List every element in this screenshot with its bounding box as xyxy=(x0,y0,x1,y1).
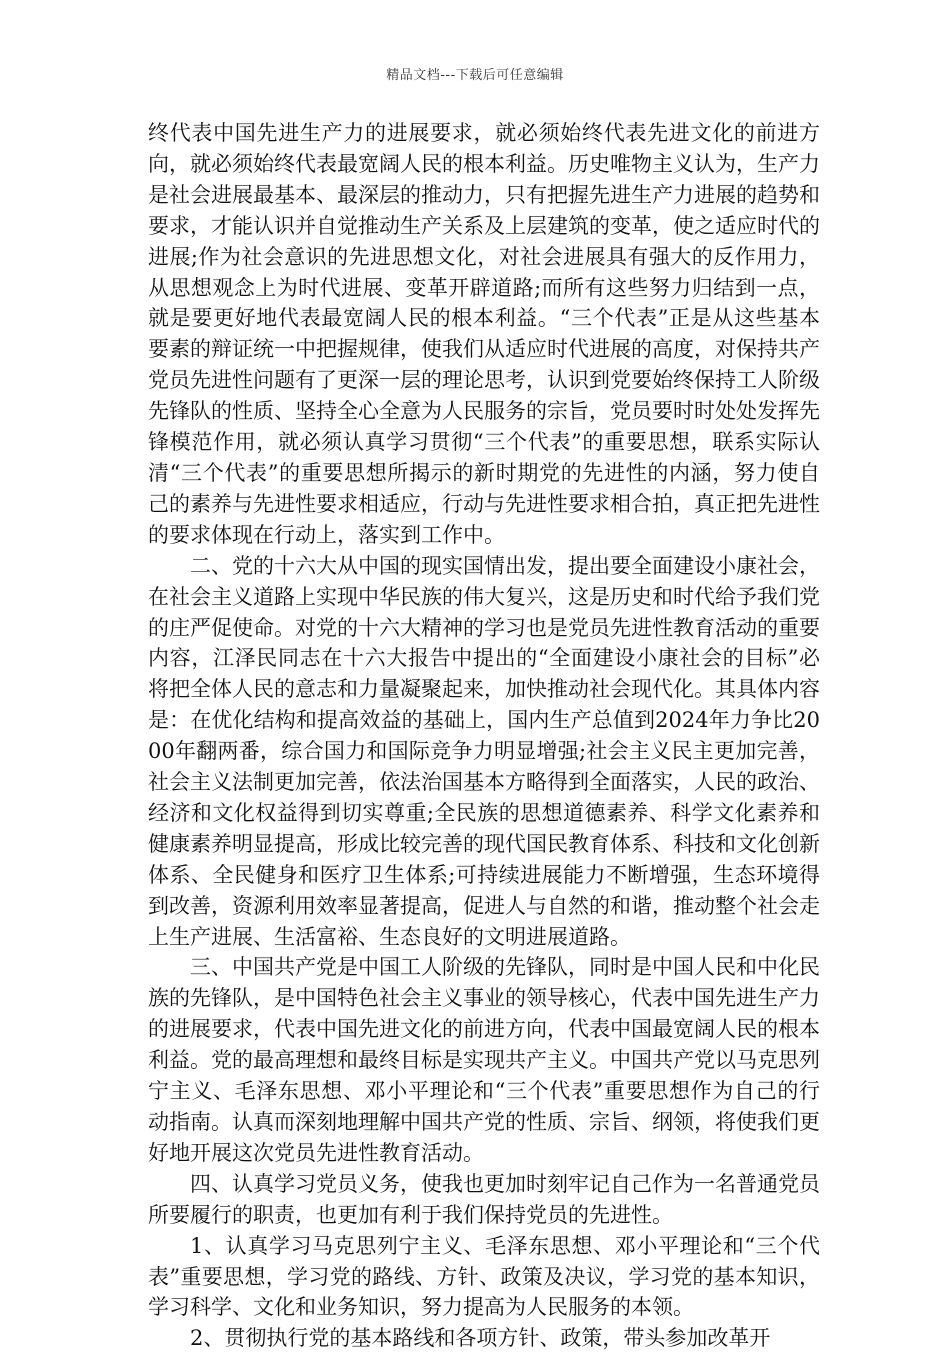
page-header: 精品文档---下载后可任意编辑 xyxy=(386,68,564,83)
paragraph-4: 四、认真学习党员义务，使我也更加时刻牢记自己作为一名普通党员所要履行的职责，也更加有利于我们保持党员的先进性。 xyxy=(148,1171,820,1227)
paragraph-6: 2、贯彻执行党的基本路线和各项方针、政策，带头参加改革开 xyxy=(190,1326,771,1351)
paragraph-5: 1、认真学习马克思列宁主义、毛泽东思想、邓小平理论和“三个代表”重要思想，学习党的路线、方针、政策及决议，学习党的基本知识，学习科学、文化和业务知识，努力提高为人民服务的本领。 xyxy=(148,1233,820,1320)
paragraph-1: 终代表中国先进生产力的进展要求，就必须始终代表先进文化的前进方向，就必须始终代表最宽阔人民的根本利益。历史唯物主义认为，生产力是社会进展最基本、最深层的推动力，只有把握先进生产力进展的趋势和要求，才能认识并自觉推动生产关系及上层建筑的变革，使之适应时代的进展;作为社会意识的先进思想文化，对社会进展具有强大的反作用力，从思想观念上为时代进展、变革开辟道路;而所有这些努力归结到一点，就是要更好地代表最宽阔人民的根本利益。“三个代表”正是从这些基本要素的辩证统一中把握规律，使我们从适应时代进展的高度，对保持共产党员先进性问题有了更深一层的理论思考，认识到党要始终保持工人阶级先锋队的性质、坚持全心全意为人民服务的宗旨，党员要时时处处发挥先锋模范作用，就必须认真学习贯彻“三个代表”的重要思想，联系实际认清“三个代表”的重要思想所揭示的新时期党的先进性的内涵，努力使自己的素养与先进性要求相适应，行动与先进性要求相合拍，真正把先进性的要求体现在行动上，落实到工作中。 xyxy=(148,121,820,547)
paragraph-2: 二、党的十六大从中国的现实国情出发，提出要全面建设小康社会，在社会主义道路上实现中华民族的伟大复兴，这是历史和时代给予我们党的庄严促使命。对党的十六大精神的学习也是党员先进性教育活动的重要内容，江泽民同志在十六大报告中提出的“全面建设小康社会的目标”必将把全体人民的意志和力量凝聚起来，加快推动社会现代化。其具体内容是：在优化结构和提高效益的基础上，国内生产总值到2024年力争比2000年翻两番，综合国力和国际竞争力明显增强;社会主义民主更加完善，社会主义法制更加完善，依法治国基本方略得到全面落实，人民的政治、经济和文化权益得到切实尊重;全民族的思想道德素养、科学文化素养和健康素养明显提高，形成比较完善的现代国民教育体系、科技和文化创新体系、全民健身和医疗卫生体系;可持续进展能力不断增强，生态环境得到改善，资源利用效率显著提高，促进人与自然的和谐，推动整个社会走上生产进展、生活富裕、生态良好的文明进展道路。 xyxy=(148,553,820,949)
document-body xyxy=(148,118,820,1354)
paragraph-3: 三、中国共产党是中国工人阶级的先锋队，同时是中国人民和中化民族的先锋队，是中国特色社会主义事业的领导核心，代表中国先进生产力的进展要求，代表中国先进文化的前进方向，代表中国最宽阔人民的根本利益。党的最高理想和最终目标是实现共产主义。中国共产党以马克思列宁主义、毛泽东思想、邓小平理论和“三个代表”重要思想作为自己的行动指南。认真而深刻地理解中国共产党的性质、宗旨、纲领，将使我们更好地开展这次党员先进性教育活动。 xyxy=(148,955,820,1165)
